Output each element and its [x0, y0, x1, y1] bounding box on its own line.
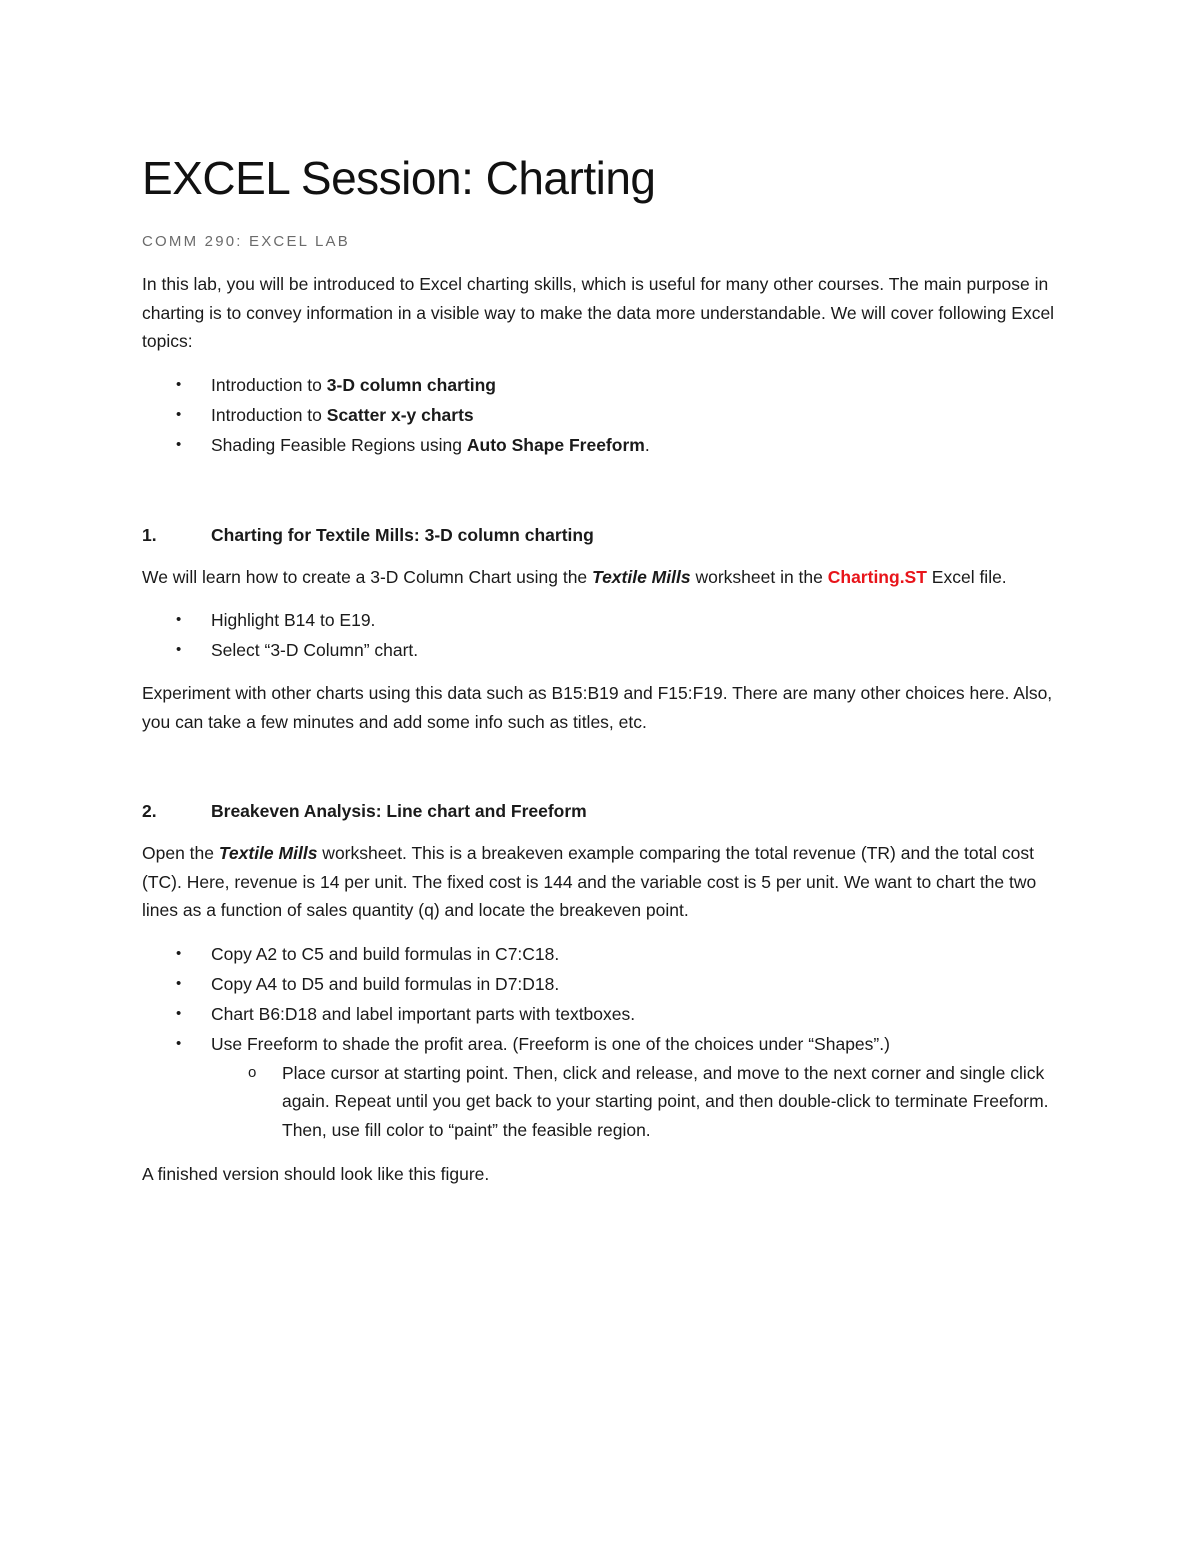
- section1-title: Charting for Textile Mills: 3-D column charting: [211, 524, 594, 545]
- topics-list: [142, 370, 1062, 460]
- bullet-icon: •: [176, 641, 182, 658]
- section2-steps: [142, 939, 1062, 1059]
- list-item: • Highlight B14 to E19.: [142, 605, 1062, 635]
- file-name: Charting.ST: [827, 566, 927, 587]
- bullet-icon: •: [176, 1034, 182, 1052]
- section2-paragraph: Open the Textile Mills worksheet. This is a breakeven example comparing the total revenue (TR) and the total cost (TC). Here, revenue is 14 per unit. The fixed cost is 144 and the variable cost is 5 per unit. We want to chart the two lines as a function of sales quantity (q) and locate the breakeven point.: [142, 843, 1037, 920]
- bullet-icon: •: [176, 405, 182, 423]
- bullet-icon: •: [176, 1004, 182, 1022]
- section2-heading: [142, 797, 1062, 825]
- bullet-icon: •: [176, 944, 182, 962]
- page-title: EXCEL Session: Charting: [142, 152, 656, 204]
- section2-substeps: [142, 1059, 1062, 1145]
- document-content: [142, 150, 1062, 1189]
- section2-title: Breakeven Analysis: Line chart and Freeform: [211, 801, 587, 821]
- section2-closing: A finished version should look like this figure.: [142, 1164, 490, 1184]
- page-subtitle: COMM 290: EXCEL LAB: [142, 233, 350, 250]
- list-item: • Chart B6:D18 and label important parts with textboxes.: [142, 999, 1062, 1029]
- list-item: o Place cursor at starting point. Then, click and release, and move to the next corner and single click again. Repeat until you get back to your starting point, and then double-click to terminate Freeform. Then, use fill color to “paint” the feasible region.: [142, 1059, 1062, 1145]
- intro-paragraph: In this lab, you will be introduced to Excel charting skills, which is useful for many other courses. The main purpose in charting is to convey information in a visible way to make the data more understandable. We will cover following Excel topics:: [142, 274, 1055, 351]
- section1-number: 1.: [142, 524, 157, 545]
- bullet-icon: •: [176, 375, 182, 393]
- list-item: • Select “3-D Column” chart.: [142, 635, 1062, 665]
- list-item: • Copy A4 to D5 and build formulas in D7:D18.: [142, 969, 1062, 999]
- list-item: • Introduction to 3-D column charting: [142, 370, 1062, 400]
- section1-paragraph: We will learn how to create a 3-D Column Chart using the Textile Mills worksheet in the Charting.ST Excel file.: [142, 566, 1007, 587]
- list-item: • Introduction to Scatter x-y charts: [142, 400, 1062, 430]
- bullet-icon: •: [176, 435, 182, 453]
- bullet-icon: •: [176, 611, 182, 628]
- section1-heading: [142, 521, 1062, 549]
- list-item: • Shading Feasible Regions using Auto Shape Freeform.: [142, 430, 1062, 460]
- circle-bullet-icon: o: [248, 1063, 257, 1081]
- section1-experiment: Experiment with other charts using this data such as B15:B19 and F15:F19. There are many other choices here. Also, you can take a few minutes and add some info such as titles, etc.: [142, 683, 1053, 732]
- section2-number: 2.: [142, 801, 157, 821]
- section1-steps: [142, 605, 1062, 665]
- list-item: • Copy A2 to C5 and build formulas in C7:C18.: [142, 939, 1062, 969]
- bullet-icon: •: [176, 974, 182, 992]
- list-item: • Use Freeform to shade the profit area. (Freeform is one of the choices under “Shapes”.): [142, 1029, 1062, 1059]
